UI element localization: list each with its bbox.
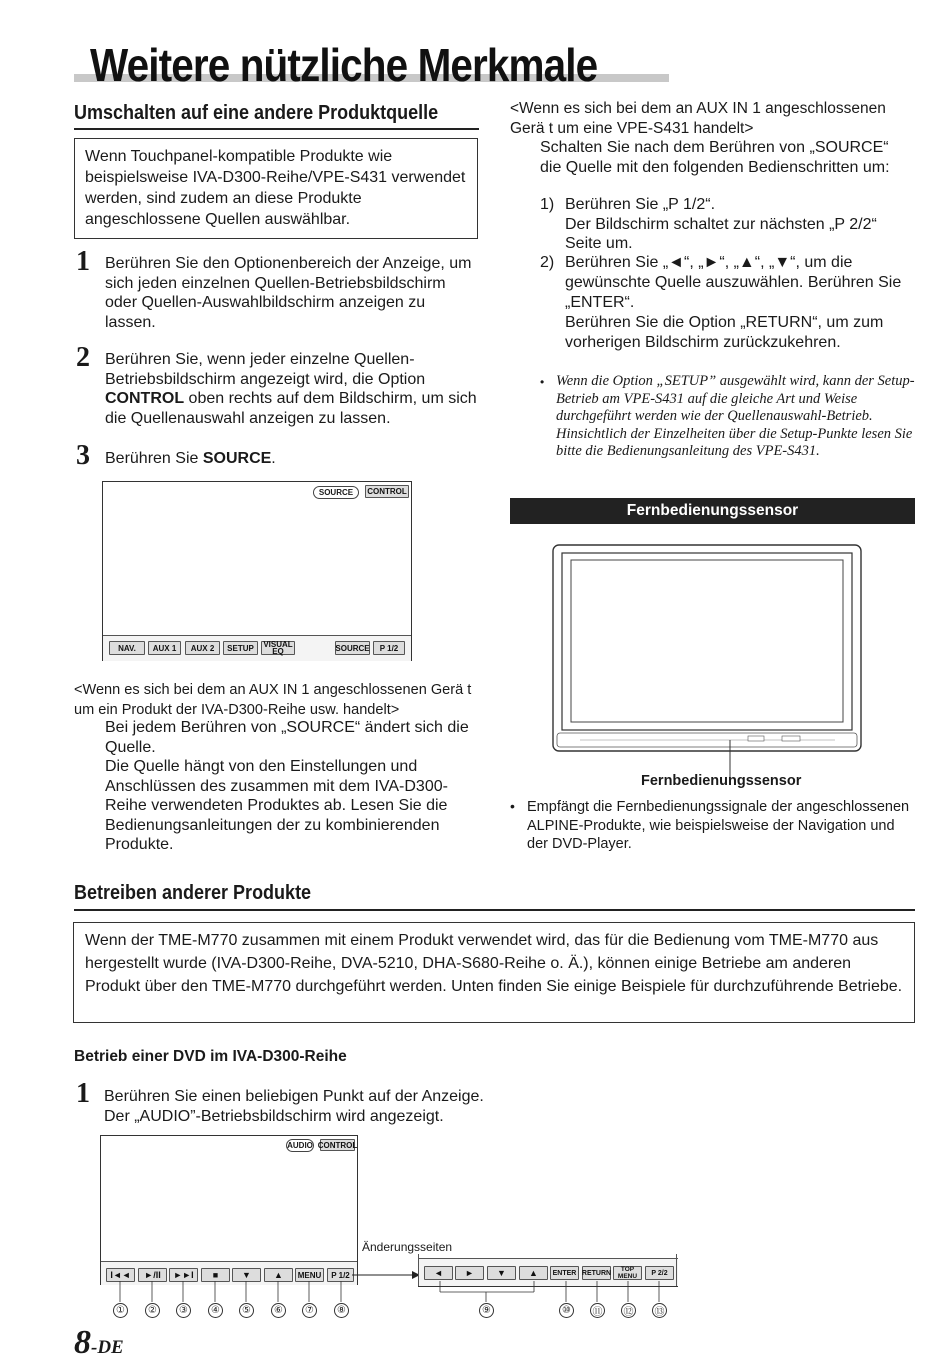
callout-11: ⑪: [590, 1303, 605, 1318]
bullet-icon: •: [540, 375, 545, 389]
step-number: 3: [76, 440, 90, 471]
callout-4: ④: [208, 1303, 223, 1318]
vpe-step-number: 1): [540, 196, 555, 213]
vpe-step-text: Berühren Sie „P 1/2“. Der Bildschirm schaltet zur nächsten „P 2/2“ Seite um.: [565, 196, 877, 252]
vpe-intro: Schalten Sie nach dem Berühren von „SOURCE“ die Quelle mit den folgenden Bedienschritten um:: [540, 139, 890, 176]
page-title: Weitere nützliche Merkmale: [90, 39, 598, 91]
callout-3: ③: [176, 1303, 191, 1318]
page-1-2-button[interactable]: P 1/2: [373, 641, 405, 655]
aux-iva-note-title: <Wenn es sich bei dem an AUX IN 1 angeschlossenen Gerä t um ein Produkt der IVA-D300-Reihe usw. handelt>: [74, 681, 472, 718]
step-text: Berühren Sie, wenn jeder einzelne Quellen-Betriebsbildschirm angezeigt wird, die Option CONTROL oben rechts auf dem Bildschirm, um sich die Quellenauswahl anzeigen zu lassen.: [105, 351, 477, 427]
sensor-heading-bar: Fernbedienungssensor: [510, 498, 915, 524]
control-button[interactable]: CONTROL: [365, 485, 409, 498]
aux1-button[interactable]: AUX 1: [148, 641, 181, 655]
sensor-label: Fernbedienungssensor: [641, 773, 802, 789]
section-rule: [74, 128, 479, 130]
section-heading-other-products: Betreiben anderer Produkte: [74, 882, 312, 904]
top-menu-button[interactable]: TOP MENU: [613, 1266, 642, 1280]
callout-2: ②: [145, 1303, 160, 1318]
right-button[interactable]: ►: [455, 1266, 484, 1280]
step-number: 2: [76, 342, 90, 373]
control-button[interactable]: CONTROL: [317, 1140, 358, 1150]
play-pause-button[interactable]: ►/II: [138, 1268, 167, 1282]
setup-button[interactable]: SETUP: [223, 641, 258, 655]
vpe-step-text: Berühren Sie „◄“, „►“, „▲“, „▼“, um die gewünschte Quelle auszuwählen. Berühren Sie „ENTER“. Berühren Sie die Option „RETURN“, um zum vorherigen Bildschirm zurückzukehren.: [565, 254, 902, 351]
down-button[interactable]: ▼: [487, 1266, 516, 1280]
up-button[interactable]: ▲: [264, 1268, 293, 1282]
section-heading-source-switch: Umschalten auf eine andere Produktquelle: [74, 102, 439, 124]
callout-leader-lines: [100, 1280, 700, 1310]
intro-box: Wenn Touchpanel-kompatible Produkte wie beispielsweise IVA-D300-Reihe/VPE-S431 verwendet werden, sind zudem an diese Produkte angeschlossene Quellen auswählbar.: [74, 138, 478, 239]
page-number: 8-DE: [74, 1324, 124, 1361]
nav-button[interactable]: NAV.: [109, 641, 145, 655]
audio-button[interactable]: AUDIO: [287, 1141, 313, 1150]
stop-button[interactable]: ■: [201, 1268, 230, 1282]
callout-13: ⑬: [652, 1303, 667, 1318]
step-text: Berühren Sie SOURCE.: [105, 450, 276, 467]
step-text: Berühren Sie einen beliebigen Punkt auf der Anzeige. Der „AUDIO”-Betriebsbildschirm wird angezeigt.: [104, 1088, 484, 1125]
source-bottom-button[interactable]: SOURCE: [335, 641, 370, 655]
dvd-subheading: Betrieb einer DVD im IVA-D300-Reihe: [74, 1048, 347, 1065]
callout-8: ⑧: [334, 1303, 349, 1318]
audio-screen-diagram: [100, 1135, 358, 1285]
step-number: 1: [76, 1078, 90, 1109]
change-pages-label: Änderungsseiten: [362, 1240, 453, 1254]
callout-5: ⑤: [239, 1303, 254, 1318]
intro-box-2: Wenn der TME-M770 zusammen mit einem Produkt verwendet wird, das für die Bedienung vom TME-M770 aus hergestellt wurde (IVA-D300-Reihe, DVA-5210, DHA-S680-Reihe o. Ä.), können einige Betriebe am anderen Produkt über den TME-M770 durchgeführt werden. Unten finden Sie einige Beispiele für durchzuführende Betriebe.: [73, 922, 915, 1023]
callout-1: ①: [113, 1303, 128, 1318]
setup-note: Wenn die Option „SETUP” ausgewählt wird, kann der Setup-Betrieb am VPE-S431 auf die gleiche Art und Weise durchgeführt werden wie der Quellenauswahl-Betrieb. Hinsichtlich der Einzelheiten über die Setup-Punkte lesen Sie bitte die Bedienungsanleitung des VPE-S431.: [556, 373, 915, 459]
bullet-icon: •: [510, 798, 515, 814]
source-screen-diagram: [102, 481, 412, 661]
callout-9: ⑨: [479, 1303, 494, 1318]
vpe-note-title: <Wenn es sich bei dem an AUX IN 1 angeschlossenen Gerä t um eine VPE-S431 handelt>: [510, 100, 886, 137]
source-button[interactable]: SOURCE: [313, 486, 359, 499]
aux2-button[interactable]: AUX 2: [185, 641, 220, 655]
monitor-illustration: [550, 540, 868, 780]
down-button[interactable]: ▼: [232, 1268, 261, 1282]
page-2-2-button[interactable]: P 2/2: [645, 1266, 674, 1280]
step-number: 1: [76, 246, 90, 277]
sensor-bullet-text: Empfängt die Fernbedienungssignale der angeschlossenen ALPINE-Produkte, wie beispielsweise der Navigation und der DVD-Player.: [527, 799, 910, 852]
section-rule: [74, 909, 915, 911]
up-button[interactable]: ▲: [519, 1266, 548, 1280]
callout-12: ⑫: [621, 1303, 636, 1318]
callout-6: ⑥: [271, 1303, 286, 1318]
aux-iva-note-body: Bei jedem Berühren von „SOURCE“ ändert sich die Quelle. Die Quelle hängt von den Einstellungen und Anschlüssen des zusammen mit dem IVA-D300-Reihe verwendeten Produktes ab. Lesen Sie die Bedienungsanleitungen der zu kombinierenden Produkte.: [105, 719, 469, 853]
page-1-2-button[interactable]: P 1/2: [327, 1268, 354, 1282]
left-button[interactable]: ◄: [424, 1266, 453, 1280]
next-track-button[interactable]: ►►I: [169, 1268, 198, 1282]
visual-eq-button[interactable]: VISUAL EQ: [261, 641, 295, 655]
callout-10: ⑩: [559, 1303, 574, 1318]
menu-button[interactable]: MENU: [295, 1268, 324, 1282]
vpe-step-number: 2): [540, 254, 555, 271]
enter-button[interactable]: ENTER: [550, 1266, 579, 1280]
previous-track-button[interactable]: I◄◄: [106, 1268, 135, 1282]
return-button[interactable]: RETURN: [582, 1266, 611, 1280]
step-text: Berühren Sie den Optionenbereich der Anzeige, um sich jeden einzelnen Quellen-Betriebsbildschirm oder Quellen-Auswahlbildschirm anzeigen zu lassen.: [105, 255, 472, 331]
callout-7: ⑦: [302, 1303, 317, 1318]
